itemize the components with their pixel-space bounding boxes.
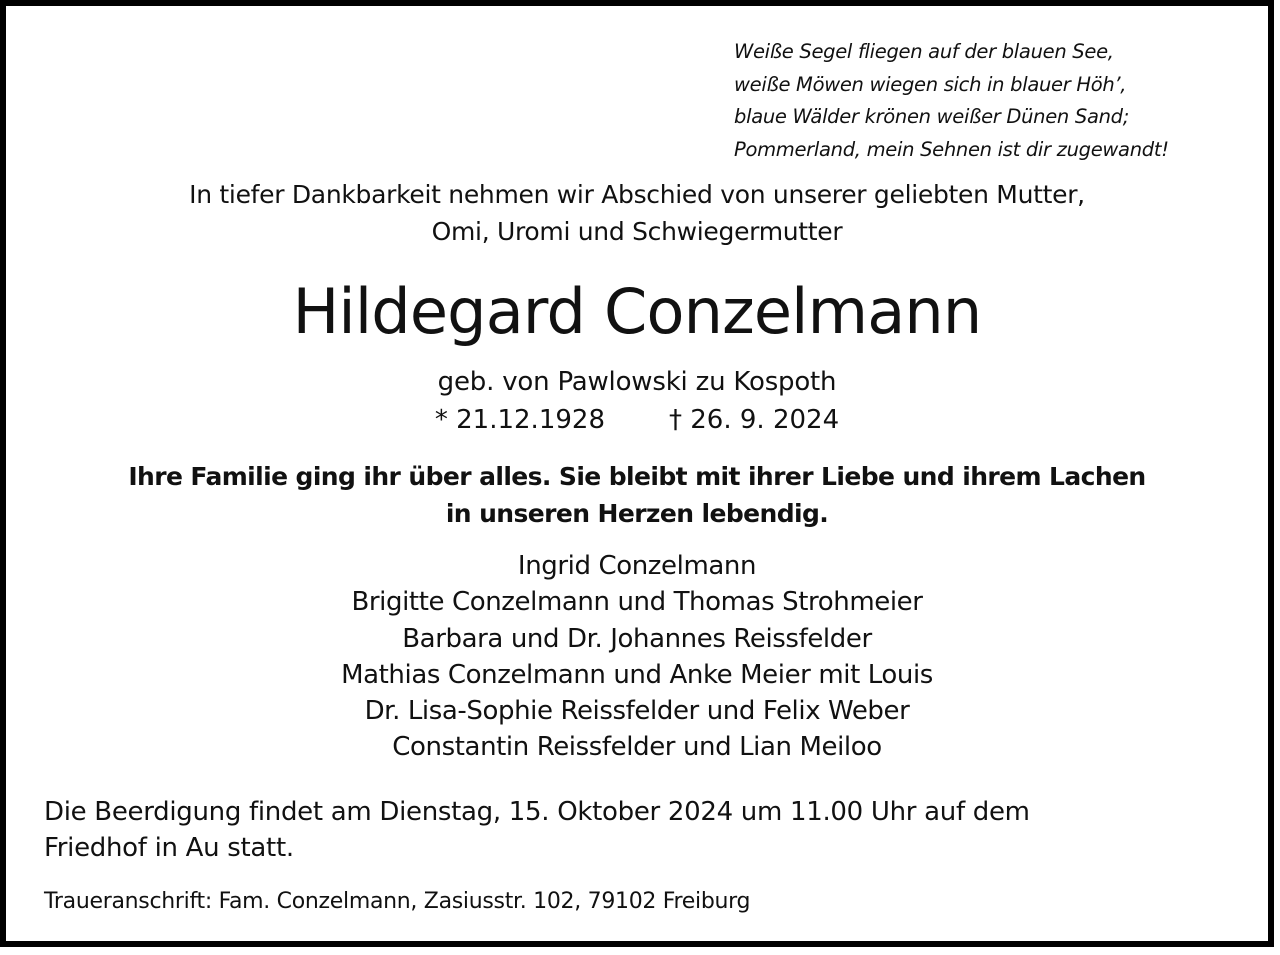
funeral-line-2: Friedhof in Au statt. bbox=[44, 833, 294, 863]
intro-text bbox=[0, 176, 1274, 250]
deceased-name: Hildegard Conzelmann bbox=[292, 275, 982, 348]
family-member: Mathias Conzelmann und Anke Meier mit Louis bbox=[341, 659, 933, 690]
life-dates bbox=[0, 402, 1274, 438]
intro-line-2: Omi, Uromi und Schwiegermutter bbox=[431, 217, 843, 246]
poem-line: weiße Möwen wiegen sich in blauer Höh’, bbox=[734, 72, 1127, 96]
poem-line: Weiße Segel fliegen auf der blauen See, bbox=[734, 40, 1114, 63]
death-date: † 26. 9. 2024 bbox=[669, 405, 840, 435]
motto bbox=[0, 458, 1274, 532]
poem bbox=[734, 36, 1169, 166]
mourning-address: Traueranschrift: Fam. Conzelmann, Zasiusstr. 102, 79102 Freiburg bbox=[44, 889, 751, 914]
motto-line-1: Ihre Familie ging ihr über alles. Sie bleibt mit ihrer Liebe und ihrem Lachen bbox=[128, 462, 1146, 491]
poem-line: blaue Wälder krönen weißer Dünen Sand; bbox=[734, 105, 1130, 128]
family-member: Brigitte Conzelmann und Thomas Strohmeier bbox=[351, 587, 923, 618]
funeral-notice bbox=[44, 794, 1030, 866]
family-member: Barbara und Dr. Johannes Reissfelder bbox=[402, 623, 872, 654]
poem-line: Pommerland, mein Sehnen ist dir zugewandt! bbox=[734, 137, 1169, 161]
motto-line-2: in unseren Herzen lebendig. bbox=[445, 499, 829, 528]
family-member: Constantin Reissfelder und Lian Meiloo bbox=[392, 732, 882, 763]
family-member: Dr. Lisa-Sophie Reissfelder und Felix Weber bbox=[364, 696, 910, 727]
family-member: Ingrid Conzelmann bbox=[517, 551, 757, 581]
funeral-line-1: Die Beerdigung findet am Dienstag, 15. Oktober 2024 um 11.00 Uhr auf dem bbox=[44, 797, 1030, 827]
birth-date: * 21.12.1928 bbox=[434, 405, 605, 435]
intro-line-1: In tiefer Dankbarkeit nehmen wir Abschied von unserer geliebten Mutter, bbox=[189, 180, 1085, 209]
birth-name: geb. von Pawlowski zu Kospoth bbox=[437, 367, 837, 397]
family-list bbox=[0, 548, 1274, 766]
